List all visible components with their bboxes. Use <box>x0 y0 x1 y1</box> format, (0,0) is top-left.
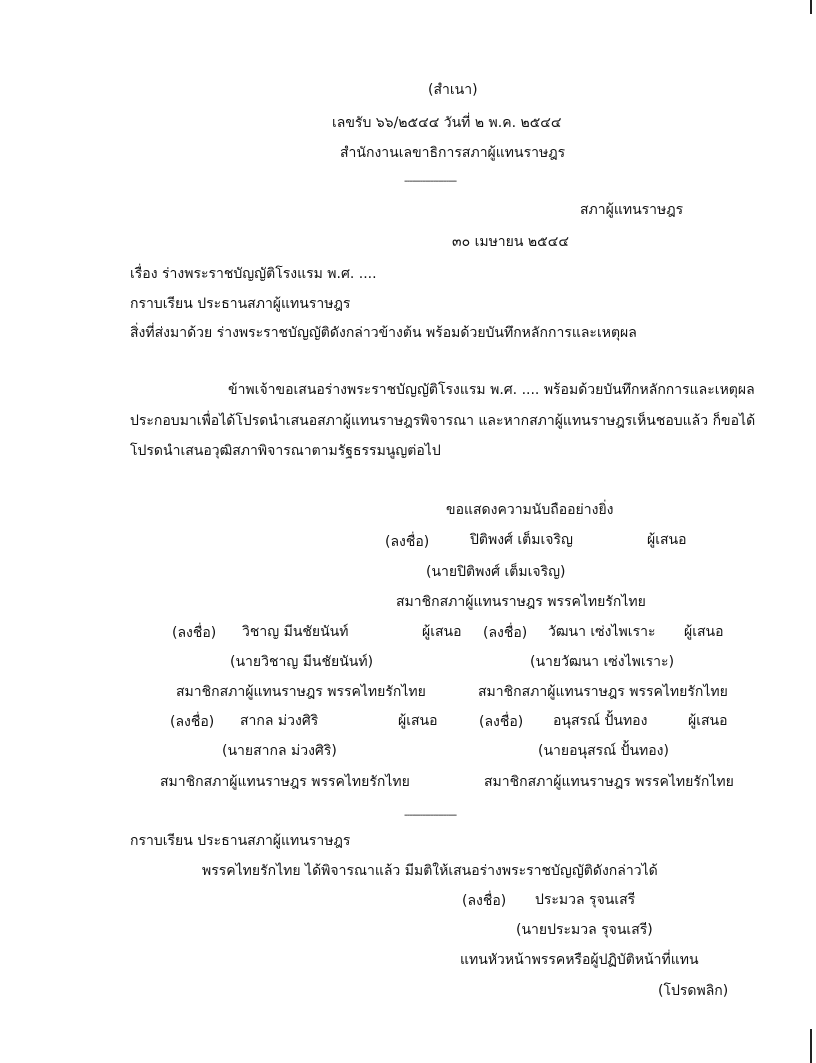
proposer-label: ผู้เสนอ <box>398 713 438 729</box>
proposer-label: ผู้เสนอ <box>684 624 724 640</box>
endorsement-statement: พรรคไทยรักไทย ได้พิจารณาแล้ว มีมติให้เสนอร่างพระราชบัญญัติดังกล่าวได้ <box>202 863 658 879</box>
endorsement-separator: -------------------- <box>404 810 457 821</box>
signer-printed-name: (นายวัฒนา เซ่งไพเราะ) <box>530 654 675 670</box>
subject-line: เรื่อง ร่างพระราชบัญญัติโรงแรม พ.ศ. .... <box>130 266 377 282</box>
signed-label: (ลงชื่อ) <box>172 625 217 641</box>
scan-edge-mark <box>810 0 812 14</box>
body-line-3: โปรดนำเสนอวุฒิสภาพิจารณาตามรัฐธรรมนูญต่อไป <box>130 443 441 459</box>
body-line-1: ข้าพเจ้าขอเสนอร่างพระราชบัญญัติโรงแรม พ.ศ. .... พร้อมด้วยบันทึกหลักการและเหตุผล <box>228 382 755 398</box>
signer-title: สมาชิกสภาผู้แทนราษฎร พรรคไทยรักไทย <box>176 684 426 700</box>
signer-name: วิชาญ มีนชัยนันท์ <box>242 624 349 640</box>
receipt-line: เลขรับ ๖๖/๒๕๔๔ วันที่ ๒ พ.ค. ๒๕๔๔ <box>332 115 562 131</box>
endorsement-printed-name: (นายประมวล รุจนเสรี) <box>516 922 653 938</box>
copy-mark: (สำเนา) <box>428 82 478 98</box>
signer-title: สมาชิกสภาผู้แทนราษฎร พรรคไทยรักไทย <box>478 684 728 700</box>
signer-title: สมาชิกสภาผู้แทนราษฎร พรรคไทยรักไทย <box>484 774 734 790</box>
proposer-label: ผู้เสนอ <box>647 532 687 548</box>
office-name: สำนักงานเลขาธิการสภาผู้แทนราษฎร <box>340 145 566 161</box>
signed-label: (ลงชื่อ) <box>170 714 215 730</box>
closing: ขอแสดงความนับถืออย่างยิ่ง <box>446 502 614 518</box>
endorsement-salutation: กราบเรียน ประธานสภาผู้แทนราษฎร <box>130 833 351 849</box>
scan-edge-mark <box>810 1029 812 1063</box>
signer-title: สมาชิกสภาผู้แทนราษฎร พรรคไทยรักไทย <box>396 594 646 610</box>
signer-printed-name: (นายปิติพงศ์ เต็มเจริญ) <box>426 564 566 580</box>
salutation: กราบเรียน ประธานสภาผู้แทนราษฎร <box>130 296 351 312</box>
signed-label: (ลงชื่อ) <box>385 534 430 550</box>
signer-printed-name: (นายสากล ม่วงศิริ) <box>222 743 337 759</box>
endorsement-signed-label: (ลงชื่อ) <box>462 893 507 909</box>
signer-name: อนุสรณ์ ปั้นทอง <box>553 713 648 729</box>
sender-place: สภาผู้แทนราษฎร <box>580 202 684 218</box>
endorsement-position: แทนหัวหน้าพรรคหรือผู้ปฏิบัติหน้าที่แทน <box>460 952 699 968</box>
signer-name: วัฒนา เซ่งไพเราะ <box>548 624 656 640</box>
proposer-label: ผู้เสนอ <box>688 713 728 729</box>
signed-label: (ลงชื่อ) <box>483 625 528 641</box>
proposer-label: ผู้เสนอ <box>422 624 462 640</box>
signer-name: ปิติพงศ์ เต็มเจริญ <box>470 532 573 548</box>
endorsement-signer-name: ประมวล รุจนเสรี <box>535 892 636 908</box>
signer-printed-name: (นายอนุสรณ์ ปั้นทอง) <box>538 743 669 759</box>
signed-label: (ลงชื่อ) <box>479 714 524 730</box>
turn-over-note: (โปรดพลิก) <box>658 983 729 999</box>
body-line-2: ประกอบมาเพื่อได้โปรดนำเสนอสภาผู้แทนราษฎรพิจารณา และหากสภาผู้แทนราษฎรเห็นชอบแล้ว ก็ขอได้ <box>130 413 756 429</box>
signer-title: สมาชิกสภาผู้แทนราษฎร พรรคไทยรักไทย <box>160 774 410 790</box>
enclosure-line: สิ่งที่ส่งมาด้วย ร่างพระราชบัญญัติดังกล่าวข้างต้น พร้อมด้วยบันทึกหลักการและเหตุผล <box>130 325 637 341</box>
signer-name: สากล ม่วงศิริ <box>240 713 319 729</box>
header-separator: -------------------- <box>404 176 457 187</box>
signer-printed-name: (นายวิชาญ มีนชัยนันท์) <box>230 654 374 670</box>
letter-date: ๓๐ เมษายน ๒๕๔๔ <box>452 234 569 250</box>
